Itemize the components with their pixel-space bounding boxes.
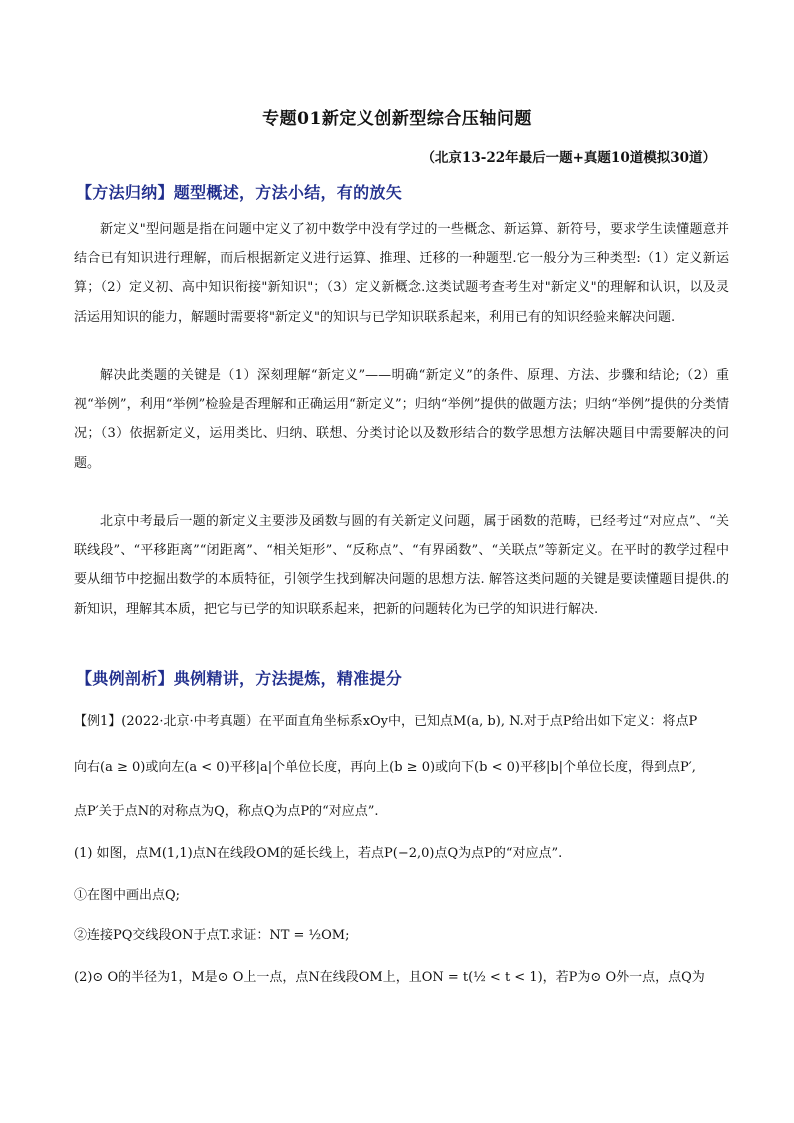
- example-1-line-3: 点P′关于点N的对称点为Q，称点Q为点P的“对应点”.: [74, 804, 379, 819]
- question-1-part-b: ②连接PQ交线段ON于点T.求证：NT = ½OM;: [74, 928, 350, 943]
- method-paragraph-2: 解决此类题的关键是（1）深刻理解“新定义”——明确“新定义”的条件、原理、方法、步骤和结论;（2）重视“举例”，利用“举例”检验是否理解和正确运用“新定义”；归纳“举例”提供的做题方法；归纳“举例”提供的分类情况；（3）依据新定义，运用类比、归纳、联想、分类讨论以及数形结合的数学思想方法解决题目中需要解决的问题。: [74, 368, 729, 471]
- example-1-line-2: 向右(a ≥ 0)或向左(a < 0)平移|a|个单位长度，再向上(b ≥ 0)或向下(b < 0)平移|b|个单位长度，得到点P′,: [74, 760, 696, 775]
- method-summary-heading: 【方法归纳】题型概述，方法小结，有的放矢: [76, 183, 403, 202]
- question-1-part-a: ①在图中画出点Q;: [74, 888, 181, 903]
- method-paragraph-3: 北京中考最后一题的新定义主要涉及函数与圆的有关新定义问题，属于函数的范畴，已经考过“对应点”、“关联线段”、“平移距离”“闭距离”、“相关矩形”、“反称点”、“有界函数”、“关联点”等新定义。在平时的教学过程中要从细节中挖掘出数学的本质特征，引领学生找到解决问题的思想方法. 解答这类问题的关键是要读懂题目提供.的新知识，理解其本质，把它与已学的知识联系起来，把新的问题转化为已学的知识进行解决.: [74, 514, 729, 617]
- document-title: 专题01新定义创新型综合压轴问题: [262, 109, 532, 129]
- question-2: (2)⊙ O的半径为1，M是⊙ O上一点，点N在线段OM上，且ON = t(½ < t < 1)，若P为⊙ O外一点，点Q为: [74, 970, 705, 985]
- example-1-line-1: 【例1】(2022·北京·中考真题）在平面直角坐标系xOy中，已知点M(a, b), N.对于点P给出如下定义：将点P: [74, 714, 698, 729]
- question-1: (1) 如图，点M(1,1)点N在线段OM的延长线上，若点P(−2,0)点Q为点P的“对应点”.: [74, 846, 563, 861]
- example-analysis-heading: 【典例剖析】典例精讲，方法提炼，精准提分: [76, 669, 403, 688]
- method-paragraph-1: 新定义"型问题是指在问题中定义了初中数学中没有学过的一些概念、新运算、新符号，要求学生读懂题意并结合已有知识进行理解，而后根据新定义进行运算、推理、迁移的一种题型.它一般分为三种类型:（1）定义新运算；（2）定义初、高中知识衔接"新知识"；（3）定义新概念.这类试题考查考生对"新定义"的理解和认识，以及灵活运用知识的能力，解题时需要将"新定义"的知识与已学知识联系起来，利用已有的知识经验来解决问题.: [74, 222, 729, 325]
- document-subtitle: （北京13-22年最后一题+真题10道模拟30道）: [421, 150, 716, 166]
